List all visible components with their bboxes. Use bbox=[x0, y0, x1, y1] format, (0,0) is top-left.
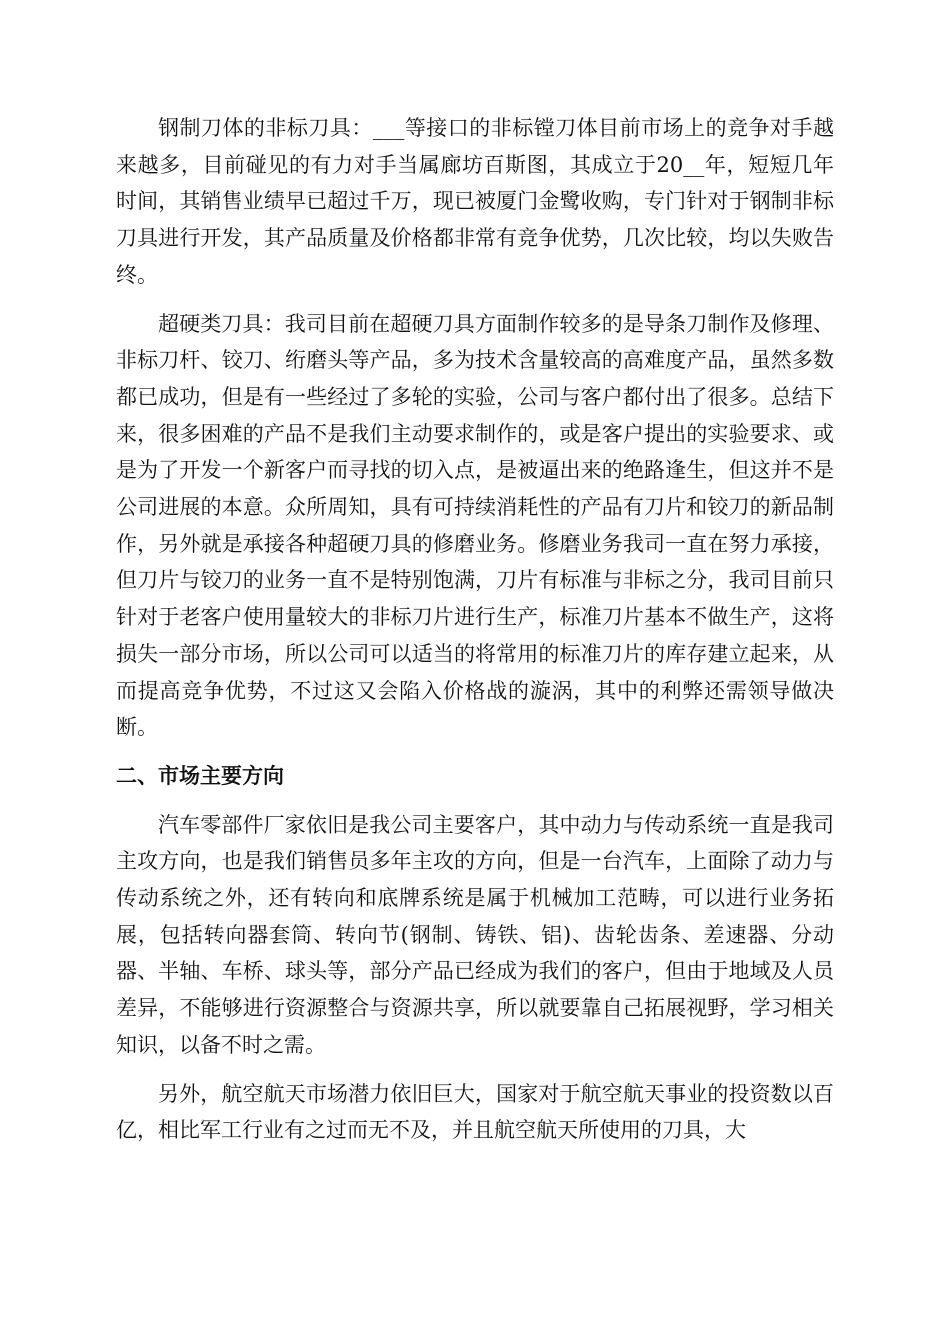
paragraph-steel-nonstandard-tools: 钢制刀体的非标刀具：___等接口的非标镗刀体目前市场上的竞争对手越来越多，目前碰见的有力对手当属廊坊百斯图，其成立于20__年，短短几年时间，其销售业绩早已超过千万，现已被厦门金鹭收购，专门针对于钢制非标刀具进行开发，其产品质量及价格都非常有竞争优势，几次比较，均以失败告终。 bbox=[116, 116, 834, 287]
paragraph-superhard-tools: 超硬类刀具：我司目前在超硬刀具方面制作较多的是导条刀制作及修理、非标刀杆、铰刀、绗磨头等产品，多为技术含量较高的高难度产品，虽然多数都已成功，但是有一些经过了多轮的实验，公司与客户都付出了很多。总结下来，很多困难的产品不是我们主动要求制作的，或是客户提出的实验要求、或是为了开发一个新客户而寻找的切入点，是被逼出来的绝路逢生，但这并不是公司进展的本意。众所周知，具有可持续消耗性的产品有刀片和铰刀的新品制作，另外就是承接各种超硬刀具的修磨业务。修磨业务我司一直在努力承接，但刀片与铰刀的业务一直不是特别饱满，刀片有标准与非标之分，我司目前只针对于老客户使用量较大的非标刀片进行生产，标准刀片基本不做生产，这将损失一部分市场，所以公司可以适当的将常用的标准刀片的库存建立起来，从而提高竞争优势，不过这又会陷入价格战的漩涡，其中的利弊还需领导做决断。 bbox=[116, 311, 834, 740]
document-page bbox=[116, 110, 834, 1161]
section-heading: 二、市场主要方向 bbox=[116, 763, 284, 788]
paragraph-auto-parts-market: 汽车零部件厂家依旧是我公司主要客户，其中动力与传动系统一直是我司主攻方向，也是我们销售员多年主攻的方向，但是一台汽车，上面除了动力与传动系统之外，还有转向和底牌系统是属于机械加工范畴，可以进行业务拓展，包括转向器套筒、转向节(钢制、铸铁、铝)、齿轮齿条、差速器、分动器、半轴、车桥、球头等，部分产品已经成为我们的客户，但由于地域及人员差异，不能够进行资源整合与资源共享，所以就要靠自己拓展视野，学习相关知识，以备不时之需。 bbox=[116, 812, 834, 1057]
paragraph-aerospace-market: 另外，航空航天市场潜力依旧巨大，国家对于航空航天事业的投资数以百亿，相比军工行业有之过而无不及，并且航空航天所使用的刀具，大 bbox=[116, 1081, 834, 1143]
